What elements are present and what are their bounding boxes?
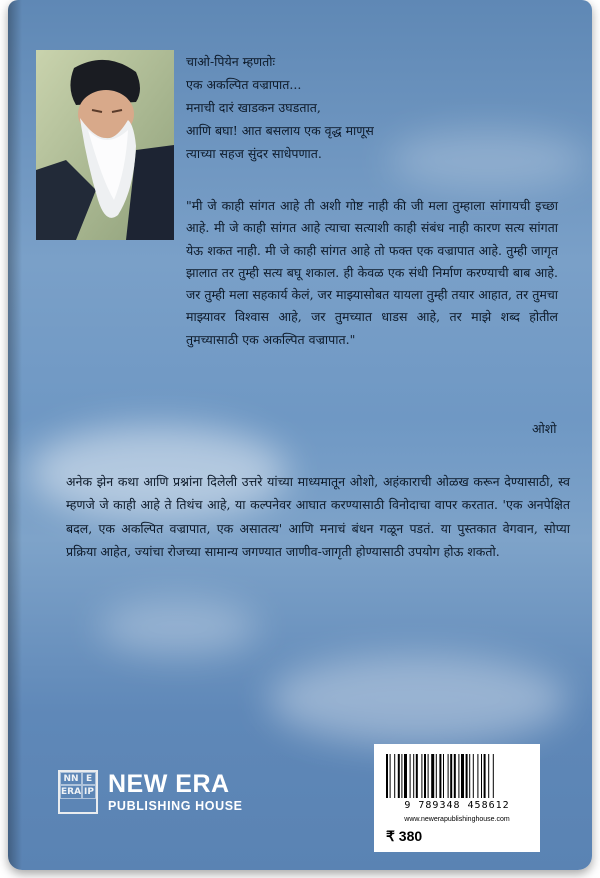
isbn-barcode <box>384 754 530 798</box>
barcode-bar <box>443 754 444 798</box>
barcode-bar <box>410 754 411 798</box>
barcode-bar <box>477 754 478 798</box>
poem-line: मनाची दारं खाडकन उघडतात, <box>186 100 321 115</box>
publisher-wordmark <box>108 771 243 813</box>
barcode-bar <box>404 754 407 798</box>
logo-mark-letters: NN <box>60 772 82 785</box>
barcode-bar <box>390 754 391 798</box>
logo-mark-letters: ERA <box>61 786 82 797</box>
barcode-bar <box>386 754 388 798</box>
barcode-bar <box>466 754 468 798</box>
barcode-bar <box>461 754 464 798</box>
poem <box>186 50 516 165</box>
barcode-bar <box>473 754 474 798</box>
barcode-bar <box>458 754 459 798</box>
barcode-bar <box>428 754 429 798</box>
isbn-barcode-box <box>374 744 540 852</box>
barcode-bar <box>448 754 449 798</box>
barcode-bar <box>431 754 434 798</box>
poem-line: त्याच्या सहज सुंदर साधेपणात. <box>186 146 322 161</box>
logo-mark-letters: IP <box>84 786 94 797</box>
barcode-bar <box>421 754 422 798</box>
barcode-bar <box>454 754 456 798</box>
barcode-bar <box>436 754 437 798</box>
author-photo <box>36 50 174 240</box>
barcode-bar <box>450 754 452 798</box>
quote-attribution: ओशो <box>532 421 557 436</box>
publisher-logo-mark <box>58 770 98 814</box>
barcode-bar <box>413 754 414 798</box>
publisher-url: www.newerapublishinghouse.com <box>404 816 510 823</box>
logo-mark-letters: E <box>82 772 96 785</box>
cloud <box>268 655 568 745</box>
barcode-bar <box>398 754 400 798</box>
barcode-bar <box>439 754 441 798</box>
publisher-subtitle: PUBLISHING HOUSE <box>108 799 243 813</box>
publisher-logo <box>58 770 243 814</box>
poem-line: आणि बघा! आत बसलाय एक वृद्ध माणूस <box>186 123 374 138</box>
barcode-bar <box>424 754 426 798</box>
barcode-bar <box>481 754 482 798</box>
barcode-bar <box>493 754 494 798</box>
barcode-bar <box>401 754 402 798</box>
barcode-bar <box>488 754 489 798</box>
cloud <box>98 600 258 655</box>
poem-line: चाओ-पियेन म्हणतोः <box>186 54 276 69</box>
osho-quote: "मी जे काही सांगत आहे ती अशी गोष्ट नाही की जी मला तुम्हाला सांगायची इच्छा आहे. मी जे काही सांगत आहे त्याचा सत्याशी काही संबंध नाही कारण सत्य सांगता येऊ शकत नाही. मी जे काही सांगत आहे तो फक्त एक वज्रापात आहे. तुम्ही जागृत झालात तर तुम्ही सत्य बघू शकाल. ही केवळ एक संधी निर्माण करण्याची बाब आहे. जर तुम्ही मला सहकार्य केलं, जर माझ्यासोबत यायला तुम्ही तयार आहात, तर तुमचा माझ्यावर विश्वास आहे, जर तुमच्यात धाडस आहे, तर माझे शब्द होतील तुमच्यासाठी एक अकल्पित वज्रापात." <box>186 198 558 347</box>
publisher-name: NEW ERA <box>108 770 230 798</box>
poem-line: एक अकल्पित वज्रापात... <box>186 77 302 92</box>
spine-shadow <box>8 0 22 870</box>
price: ₹ 380 <box>386 828 423 844</box>
barcode-bar <box>394 754 395 798</box>
author-portrait-illustration <box>36 50 174 240</box>
barcode-bar <box>469 754 470 798</box>
isbn-number: 9 789348 458612 <box>404 800 510 811</box>
barcode-bar <box>416 754 418 798</box>
book-blurb: अनेक झेन कथा आणि प्रश्नांना दिलेली उत्तरे यांच्या माध्यमातून ओशो, अहंकाराची ओळख करून देण्यासाठी, स्व म्हणजे जे काही आहे ते तिथंच आहे, या कल्पनेवर आघात करण्यासाठी विनोदाचा वापर करतात. 'एक अनपेक्षित बदल, एक अकल्पित वज्रापात, एक असातत्य' आणि मनाचं बंधन गळून पडतं. या पुस्तकात वेगवान, सोप्या प्रक्रिया आहेत, ज्यांचा रोजच्या सामान्य जगण्यात जाणीव-जागृती होण्यासाठी उपयोग होऊ शकतो. <box>66 474 570 559</box>
barcode-bar <box>484 754 486 798</box>
